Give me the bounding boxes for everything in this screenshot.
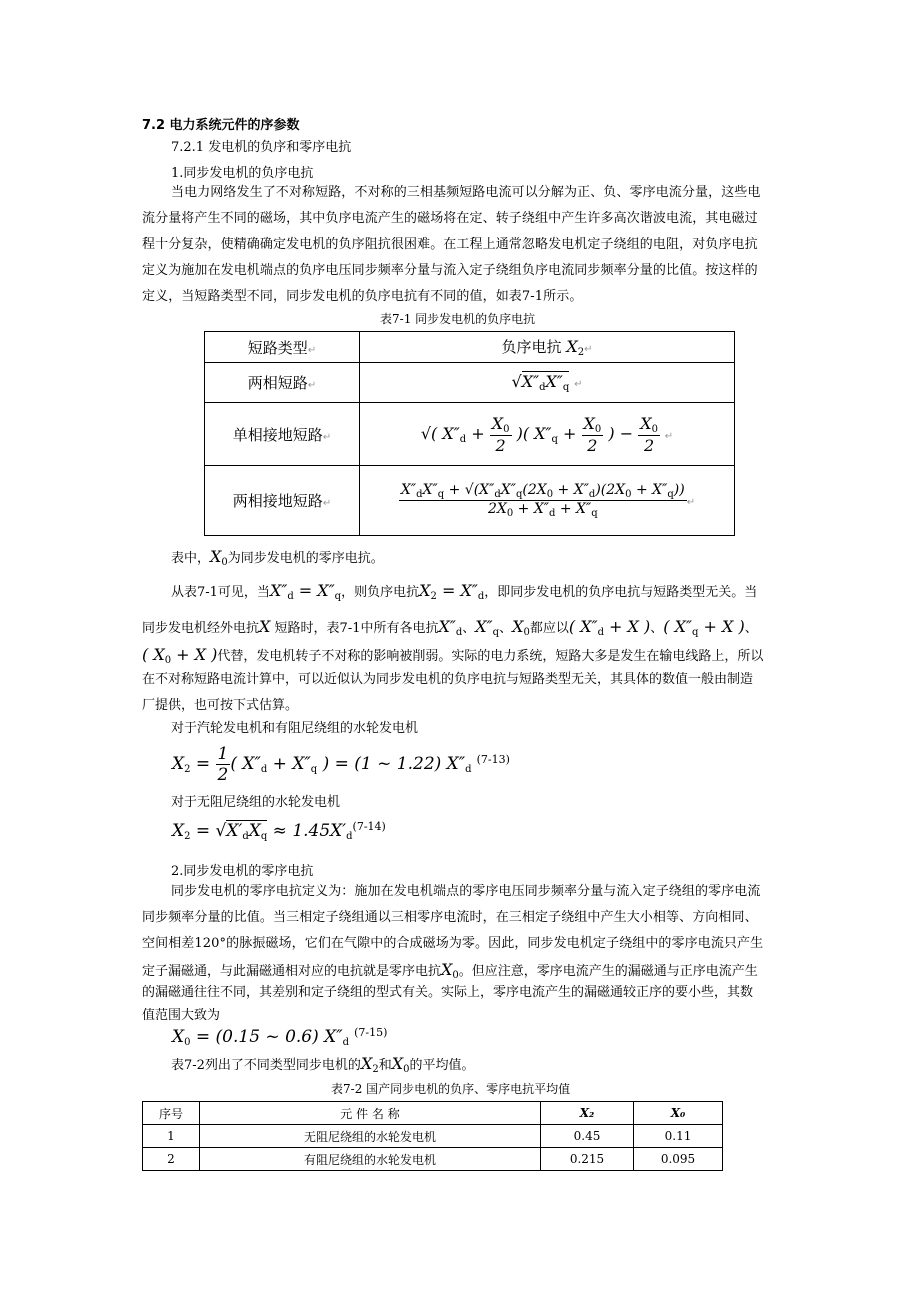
para2-line2: 同步发电机经外电抗X 短路时，表7-1中所有各电抗$X''_d$、$X''_q$、$X_0$都应以( $X''_d + X$ )、( $X''_q + X$ )、 (142, 617, 758, 638)
table2-header-x2: X₂ (541, 1102, 634, 1125)
table2-header-row (143, 1102, 723, 1125)
table1-note: 表中，$X_0$为同步发电机的零序电抗。 (171, 547, 384, 568)
table2-cell-name: 有阻尼绕组的水轮发电机 (200, 1148, 541, 1171)
table2-intro: 表7-2列出了不同类型同步电机的$X_2$和$X_0$的平均值。 (171, 1054, 475, 1075)
table1-header-value: 负序电抗 $X_2↵$ (360, 332, 735, 363)
para1-line: 定义为施加在发电机端点的负序电压同步频率分量与流入定子绕组负序电流同步频率分量的比值。按这样的 (142, 263, 758, 278)
para1-line: 定义，当短路类型不同，同步发电机的负序电抗有不同的值，如表7-1所示。 (142, 289, 583, 304)
para3-line: 空间相差120°的脉振磁场，它们在气隙中的合成磁场为零。因此，同步发电机定子绕组中的零序电流只产生 (142, 936, 764, 951)
para2-line1: 从表7-1可见，当$X''_d = X''_q$，则负序电抗$X_2 = X''_d$，即同步发电机的负序电抗与短路类型无关。当 (171, 581, 758, 602)
table2-cell-x2: 0.215 (541, 1148, 634, 1171)
para1-line: 程十分复杂，使精确确定发电机的负序阻抗很困难。在工程上通常忽略发电机定子绕组的电阻，对负序电抗 (142, 237, 758, 252)
table2-header-no: 序号 (143, 1102, 200, 1125)
para3-line6: 值范围大致为 (142, 1008, 221, 1023)
table-row (205, 403, 735, 466)
paragraph-1 (142, 180, 761, 310)
table1-header-row (205, 332, 735, 363)
table1-header-type: 短路类型↵ (205, 332, 360, 363)
para2-line5: 厂提供，也可按下式估算。 (142, 698, 299, 713)
table1-caption: 表7-1 同步发电机的负序电抗 (380, 312, 536, 326)
table-row (205, 363, 735, 403)
equation-7-14: $X_2 = √X'_dX_q \approx 1.45X'_d^{(7-14)}$ (172, 820, 386, 842)
table2-cell-name: 无阻尼绕组的水轮发电机 (200, 1125, 541, 1148)
table2-cell-x0: 0.095 (634, 1148, 723, 1171)
item2-title: 2.同步发电机的零序电抗 (171, 864, 314, 879)
para3-line: 同步频率分量的比值。当三相定子绕组通以三相零序电流时，在三相定子绕组中产生大小相等、方向相同、 (142, 910, 758, 925)
para3-line4: 定子漏磁通，与此漏磁通相对应的电抗就是零序电抗$X_0$。但应注意，零序电流产生的漏磁通与正序电流产生 (142, 960, 758, 981)
table1-type-cell: 两相接地短路↵ (205, 466, 360, 536)
formula-single-phase-ground: √( $X''_d$ + $\frac{X_0}{2}$ )( $X''_q$ + $\frac{X_0}{2}$ ) − $\frac{X_0}{2}$ ↵ (360, 403, 735, 466)
table2-cell-x0: 0.11 (634, 1125, 723, 1148)
table2-cell-x2: 0.45 (541, 1125, 634, 1148)
equation-7-13: $X_2$ = $\frac{1}{2}$ ( $X''_d + X''_q$ ) = (1 ~ 1.22) $X''_d$ $^{(7-13)}$ (172, 744, 510, 785)
table2-caption: 表7-2 国产同步电机的负序、零序电抗平均值 (331, 1082, 571, 1096)
table1-type-cell: 两相短路↵ (205, 363, 360, 403)
table2-cell-no: 2 (143, 1148, 200, 1171)
subsection-title: 7.2.1 发电机的负序和零序电抗 (171, 140, 352, 155)
para1-line: 当电力网络发生了不对称短路，不对称的三相基频短路电流可以分解为正、负、零序电流分量，这些电 (171, 185, 761, 200)
formula-two-phase-ground: $\frac{X''_dX''_q + √(X''_dX''_q(2X_0 + X''_d)(2X_0 + X''_q))}{2X_0 + X''_d + X''_q}$ ↵ (360, 466, 735, 536)
formula-two-phase: $√X''_dX''_q$ ↵ (360, 363, 735, 403)
table2-header-name: 元 件 名 称 (200, 1102, 541, 1125)
paragraph-3 (142, 879, 763, 957)
equation-7-15: $X_0 = (0.15$ ~ 0.6) $X''_d$ $^{(7-15)}$ (172, 1026, 388, 1048)
nodamper-text: 对于无阻尼绕组的水轮发电机 (171, 795, 341, 810)
table1 (204, 331, 735, 536)
section-title: 7.2 电力系统元件的序参数 (142, 118, 300, 133)
table-row (143, 1148, 723, 1171)
item1-title: 1.同步发电机的负序电抗 (171, 166, 314, 181)
para1-line: 流分量将产生不同的磁场，其中负序电流产生的磁场将在定、转子绕组中产生许多高次谐波电流，其电磁过 (142, 211, 758, 226)
table2 (142, 1101, 723, 1171)
turbo-text: 对于汽轮发电机和有阻尼绕组的水轮发电机 (171, 721, 419, 736)
table-row (143, 1125, 723, 1148)
table-row (205, 466, 735, 536)
para3-line5: 的漏磁通往往不同，其差别和定子绕组的型式有关。实际上，零序电流产生的漏磁通较正序的要小些，其数 (142, 985, 754, 1000)
table2-header-x0: X₀ (634, 1102, 723, 1125)
table1-type-cell: 单相接地短路↵ (205, 403, 360, 466)
para2-line3: ( $X_0 + X$ )代替，发电机转子不对称的影响被削弱。实际的电力系统，短路大多是发生在输电线路上，所以 (142, 645, 764, 666)
table2-cell-no: 1 (143, 1125, 200, 1148)
para3-line: 同步发电机的零序电抗定义为：施加在发电机端点的零序电压同步频率分量与流入定子绕组的零序电流 (171, 884, 761, 899)
para2-line4: 在不对称短路电流计算中，可以近似认为同步发电机的负序电抗与短路类型无关，其具体的数值一般由制造 (142, 672, 754, 687)
